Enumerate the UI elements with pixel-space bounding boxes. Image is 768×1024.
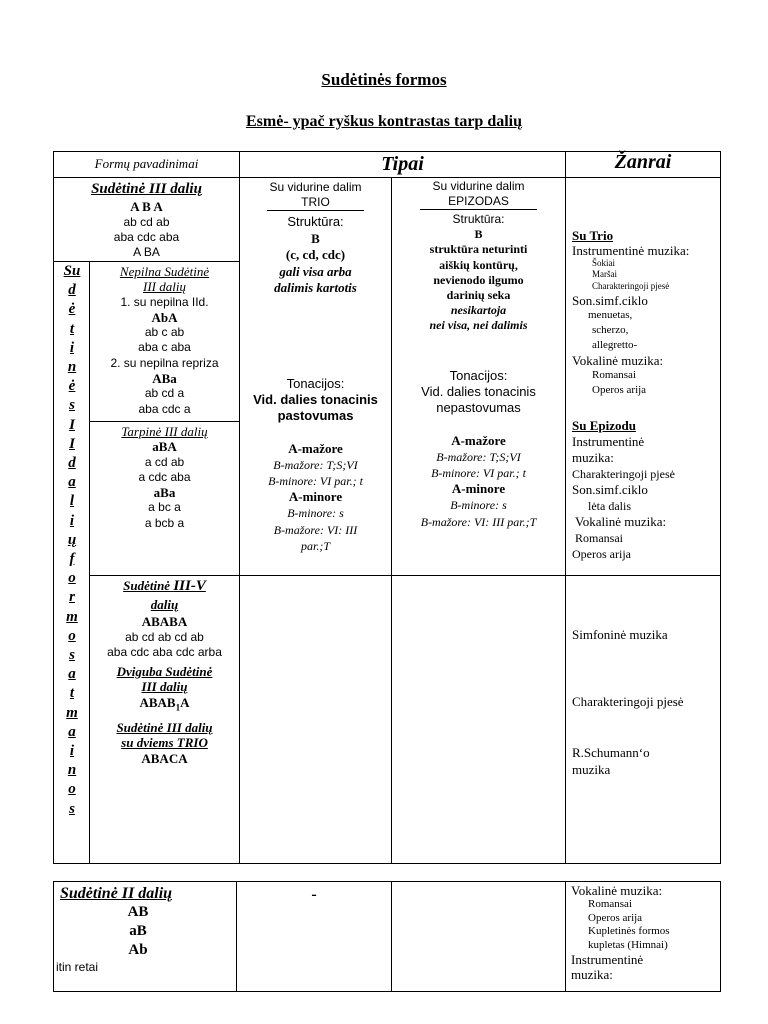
incomplete-line: ab c ab	[144, 325, 185, 340]
intermediate-scheme: aBA	[152, 439, 177, 455]
trio-major-rel: B-mažore: T;S;VI	[273, 457, 358, 472]
sud2-scheme: AB	[127, 904, 149, 920]
sud35-line: ab cd ab cd ab	[125, 629, 204, 644]
page-subtitle: Esmė- ypač ryškus kontrastas tarp dalių	[245, 113, 523, 130]
genre-character-piece: Charakteringoji pjesė	[572, 694, 684, 709]
genres-episode-heading: Su Epizodu	[572, 418, 636, 433]
sud35-heading-2: dalių	[150, 596, 179, 612]
trio-title: Su vidurine dalim	[269, 180, 362, 194]
sud3-line: aba cdc aba	[113, 230, 180, 244]
episode-label: EPIZODAS	[420, 194, 537, 210]
genre-item: menuetas,	[588, 309, 633, 321]
sud35-scheme: ABABA	[141, 614, 188, 629]
double-scheme-sub: 1	[175, 702, 181, 713]
trio-structure	[240, 214, 391, 297]
trio-major: A-mažore	[288, 440, 343, 456]
trio-major-rel: B-minore: VI par.; t	[268, 474, 363, 489]
trio-tonality-label: Tonacijos:	[286, 376, 345, 391]
genre-item: Charakteringoji pjesė	[572, 467, 675, 481]
two-trio-heading-2: su dviems TRIO	[121, 735, 208, 751]
sud3-line: ab cd ab	[123, 215, 170, 229]
sud2-dash: -	[311, 886, 317, 903]
genre-item: Šokiai	[592, 258, 616, 268]
episode-minor-rel: B-mažore: VI: III par.;T	[420, 514, 537, 529]
genre-instrumental: Instrumentinė muzika:	[572, 243, 690, 258]
sud35-line: aba cdc aba cdc arba	[107, 645, 222, 659]
incomplete-scheme: AbA	[151, 309, 178, 325]
sud35-block	[90, 578, 239, 766]
episode-structure-note: nevienodo ilgumo	[433, 272, 524, 287]
incomplete-line: ab cd a	[144, 386, 185, 401]
trio-minor: A-minore	[288, 489, 343, 505]
genre-instrumental: Instrumentinė	[571, 952, 644, 967]
genre-item: Charakteringoji pjesė	[592, 281, 670, 291]
header-form-names: Formų pavadinimai	[94, 156, 199, 171]
incomplete-block	[90, 264, 239, 417]
incomplete-scheme: ABa	[152, 371, 177, 387]
episode-structure-label: Struktūra:	[452, 212, 505, 226]
episode-structure-note: nesikartoja	[450, 303, 507, 318]
double-scheme: ABAB	[139, 694, 176, 710]
trio-header	[240, 180, 391, 211]
episode-minor-rel: B-minore: s	[450, 498, 507, 513]
incomplete-heading-2: III dalių	[143, 279, 186, 295]
intermediate-heading: Tarpinė III dalių	[121, 424, 208, 439]
genre-item: Romansai	[592, 369, 636, 381]
sud2-scheme: aB	[129, 923, 147, 939]
genre-instrumental: muzika:	[572, 450, 614, 465]
double-heading: Dviguba Sudėtinė	[116, 663, 213, 679]
genre-vocal: Vokalinė muzika:	[575, 514, 667, 529]
genre-item: Romansai	[588, 898, 632, 910]
episode-major: A-mažore	[451, 432, 506, 448]
double-heading-2: III dalių	[141, 679, 188, 694]
genre-vocal: Vokalinė muzika:	[572, 353, 664, 368]
sud3-scheme: A B A	[130, 198, 163, 214]
genre-item: Romansai	[575, 531, 623, 545]
trio-structure-note: gali visa arba	[279, 263, 352, 279]
episode-minor: A-minore	[451, 481, 506, 497]
genre-item: Operos arija	[572, 547, 631, 561]
sud35-heading: Sudėtinė	[123, 578, 171, 593]
episode-structure-note: darinių seka	[446, 288, 511, 303]
incomplete-item: 1. su nepilna IId.	[120, 294, 209, 309]
genre-item: kupletas (Himnai)	[588, 938, 668, 951]
genre-instrumental: muzika:	[571, 967, 613, 982]
genre-symphonic: Simfoninė muzika	[572, 627, 668, 642]
genre-item: allegretto-	[592, 339, 638, 351]
trio-structure-b: B	[311, 230, 320, 246]
trio-minor-rel: par.;T	[300, 538, 330, 553]
genre-schumann-line: muzika	[572, 762, 611, 777]
sud2-heading: Sudėtinė II dalių	[60, 885, 173, 902]
intermediate-scheme: aBa	[153, 485, 176, 501]
two-trio-heading: Sudėtinė III dalių	[116, 719, 213, 735]
episode-structure-note: aiškių kontūrų,	[439, 257, 518, 272]
episode-tonality-note: nepastovumas	[436, 400, 521, 416]
genre-item: Operos arija	[588, 911, 643, 924]
sud2-rare: itin retai	[56, 960, 99, 974]
trio-label: TRIO	[267, 195, 364, 211]
episode-structure-note: nei visa, nei dalimis	[429, 318, 528, 333]
genre-schumann-line: R.Schumann‘o	[572, 745, 650, 760]
trio-minor-rel: B-mažore: VI: III	[273, 522, 358, 537]
episode-tonality-note: Vid. dalies tonacinis	[421, 384, 536, 400]
episode-major-rel: B-minore: VI par.; t	[431, 466, 526, 481]
intermediate-line: a cd ab	[144, 454, 185, 469]
sud2-scheme: Ab	[128, 942, 148, 958]
incomplete-line: aba c aba	[138, 340, 191, 355]
episode-tonality-label: Tonacijos:	[449, 368, 508, 383]
header-genres: Žanrai	[614, 151, 672, 173]
genre-item: lėta dalis	[588, 499, 631, 513]
trio-structure-label: Struktūra:	[287, 214, 344, 229]
header-types: Tipai	[381, 153, 424, 175]
sud2-block	[56, 884, 236, 974]
genre-item: scherzo,	[592, 324, 629, 336]
incomplete-line: aba cdc a	[138, 401, 191, 416]
episode-structure	[392, 212, 565, 334]
trio-structure-note: dalimis kartotis	[274, 280, 357, 295]
episode-title: Su vidurine dalim	[432, 179, 525, 193]
genres-trio	[572, 228, 720, 398]
episode-header	[392, 179, 565, 210]
intermediate-line: a cdc aba	[138, 469, 191, 484]
episode-structure-b: B	[474, 227, 483, 242]
incomplete-heading: Nepilna Sudėtinė	[119, 264, 210, 279]
genre-item: Maršai	[592, 269, 617, 279]
trio-structure-parts: (c, cd, cdc)	[285, 247, 346, 262]
trio-tonality	[240, 376, 391, 554]
trio-minor-rel: B-minore: s	[287, 506, 344, 521]
episode-tonality	[392, 368, 565, 530]
sud3-block	[54, 180, 239, 260]
incomplete-item: 2. su nepilna repriza	[110, 355, 219, 370]
two-trio-scheme: ABACA	[141, 750, 188, 766]
episode-major-rel: B-mažore: T;S;VI	[436, 449, 521, 464]
genres-episode	[572, 418, 720, 562]
genre-vocal: Vokalinė muzika:	[571, 883, 663, 898]
genre-cycle: Son.simf.ciklo	[572, 482, 648, 497]
sud3-heading: Sudėtinė III dalių	[91, 181, 202, 197]
genres-trio-heading: Su Trio	[572, 228, 614, 243]
intermediate-line: a bc a	[148, 500, 181, 515]
trio-tonality-note: Vid. dalies tonacinis	[253, 392, 378, 408]
double-scheme-tail: A	[180, 694, 190, 710]
genre-item: Kupletinės formos	[588, 925, 670, 937]
intermediate-line: a bcb a	[144, 515, 185, 530]
page-title: Sudėtinės formos	[321, 70, 447, 89]
genre-cycle: Son.simf.ciklo	[572, 293, 648, 308]
vertical-label: Su d ė t i n ė s I I d a l i ų f o r m o s a t m a i n o s	[63, 263, 81, 817]
genre-instrumental: Instrumentinė	[572, 434, 645, 449]
intermediate-block	[90, 424, 239, 531]
trio-tonality-note: pastovumas	[277, 408, 354, 424]
sud2-genres	[571, 883, 721, 982]
sud35-heading-big: III-V	[173, 578, 206, 594]
genre-item: Operos arija	[592, 384, 647, 396]
sud3-line: A BA	[133, 245, 160, 259]
episode-structure-note: struktūra neturinti	[429, 242, 528, 257]
genre-schumann	[572, 744, 720, 778]
